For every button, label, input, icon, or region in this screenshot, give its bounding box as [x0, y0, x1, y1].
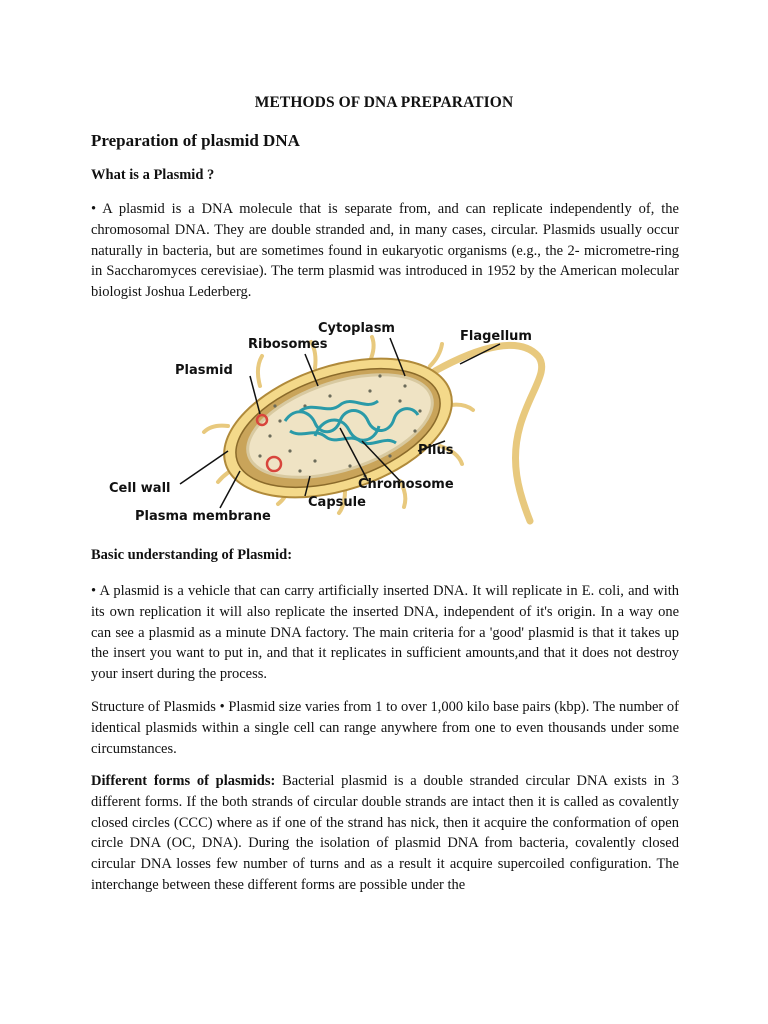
bacterial-cell-diagram — [100, 316, 570, 528]
flagellum — [435, 345, 542, 521]
label-cytoplasm: Cytoplasm — [318, 321, 395, 336]
different-forms-lead: Different forms of plasmids: — [91, 773, 276, 789]
paragraph-basic-understanding: • A plasmid is a vehicle that can carry artificially inserted DNA. It will replicate in E. coli, and with its own replication it will also replicate the inserted DNA, independent of it's origin. In a way one can see a plasmid as a minute DNA factory. The main criteria for a 'good' plasmid is that it takes up the insert you want to put in, and that it replicates in sufficient amounts,and that it does not destroy your insert during the process. — [91, 583, 679, 683]
label-capsule: Capsule — [308, 495, 366, 510]
paragraph-structure-of-plasmids: Structure of Plasmids • Plasmid size varies from 1 to over 1,000 kilo base pairs (kbp). The number of identical plasmids within a single cell can range anywhere from one to even thousands under some circumstances. — [91, 699, 679, 757]
label-flagellum: Flagellum — [460, 329, 532, 344]
document-title: METHODS OF DNA PREPARATION — [254, 94, 514, 111]
subheading-what-is-plasmid: What is a Plasmid ? — [91, 167, 215, 183]
section-heading: Preparation of plasmid DNA — [91, 131, 300, 150]
paragraph-what-is-plasmid: • A plasmid is a DNA molecule that is separate from, and can replicate independently of, the chromosomal DNA. They are double stranded and, in many cases, circular. Plasmids usually occur naturally in bacteria, but are sometimes found in eukaryotic organisms (e.g., the 2- micrometre-ring in Saccharomyces cerevisiae). The term plasmid was introduced in 1952 by the American molecular biologist Joshua Lederberg. — [91, 201, 679, 301]
different-forms-text: Bacterial plasmid is a double stranded circular DNA exists in 3 different forms. If the both strands of circular double strands are intact then it is called as covalently closed circles (CCC) where as if one of the strand has nick, then it acquire the conformation of open circle DNA (OC, DNA). During the isolation of plasmid DNA from bacteria, covalently closed circular DNA losses few number of turns and as a result it acquire supercoiled configuration. The interchange between these different forms are possible under the — [91, 773, 679, 893]
label-plasma-membrane: Plasma membrane — [135, 509, 271, 524]
label-chromosome: Chromosome — [358, 477, 454, 492]
label-pilus: Pilus — [418, 443, 454, 458]
paragraph-different-forms — [91, 771, 679, 896]
label-plasmid: Plasmid — [175, 363, 233, 378]
label-ribosomes: Ribosomes — [248, 337, 328, 352]
subheading-basic-understanding: Basic understanding of Plasmid: — [91, 547, 293, 563]
label-cell-wall: Cell wall — [109, 481, 171, 496]
